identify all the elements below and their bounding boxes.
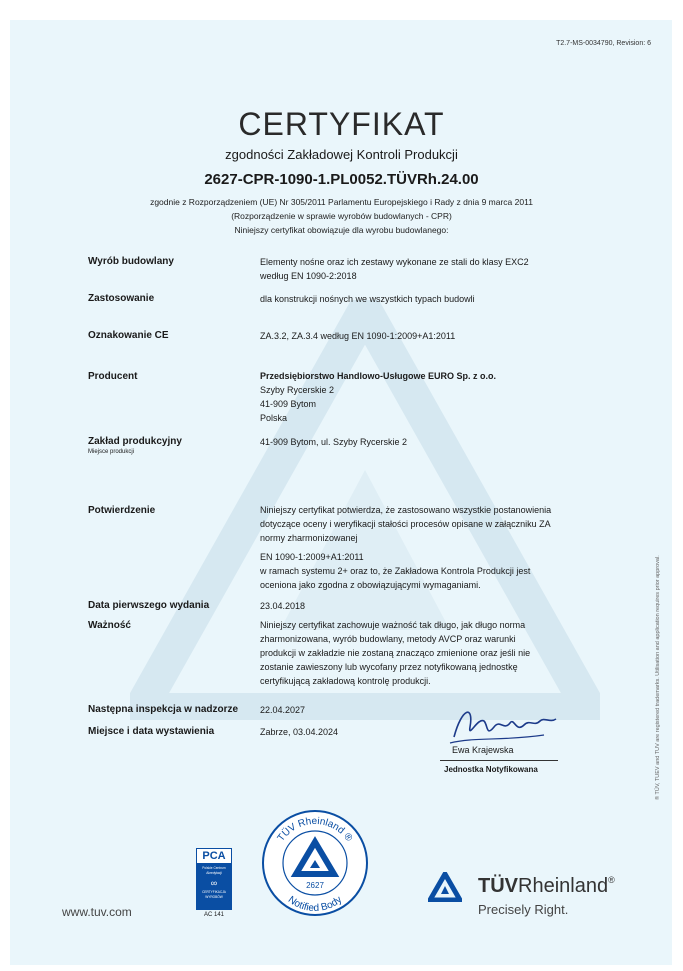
signature-line: [440, 760, 558, 761]
seal-number: 2627: [306, 881, 324, 890]
validity-line: Niniejszy certyfikat zachowuje ważność tak długo, jak długo norma: [260, 620, 526, 630]
value-confirmation: [260, 503, 618, 592]
confirmation-line: dotyczące oceny i weryfikacji stałości procesów opisane w załączniku ZA: [260, 519, 551, 529]
confirmation-line: Niniejszy certyfikat potwierdza, że zastosowano wszystkie postanowienia: [260, 505, 552, 515]
signatory-name: Ewa Krajewska: [452, 745, 514, 755]
value-use: dla konstrukcji nośnych we wszystkich typach budowli: [260, 294, 475, 304]
page-title: CERTYFIKAT: [238, 106, 445, 142]
value-ce-marking: ZA.3.2, ZA.3.4 według EN 1090-1:2009+A1:2011: [260, 331, 456, 341]
value-next-inspection: 22.04.2027: [260, 705, 306, 715]
label-validity: Ważność: [88, 620, 131, 631]
brand-slogan: Precisely Right.: [478, 902, 569, 917]
seal-bottom-text: Notified Body: [285, 894, 345, 915]
label-next-inspection: Następna inspekcja w nadzorze: [88, 704, 239, 715]
trademark-notice: ® TÜV, TUEV and TUV are registered trademarks. Utilisation and application requires prior approval.: [655, 555, 661, 800]
confirmation-line: w ramach systemu 2+ oraz to, że Zakładowa Kontrola Produkcji jest: [260, 566, 531, 576]
pca-text: WYROBÓW: [205, 895, 223, 899]
validity-line: zharmonizowana, wyrób budowlany, metody AVCP oraz warunki: [260, 634, 516, 644]
label-use: Zastosowanie: [88, 293, 155, 304]
pca-logo: PCA: [196, 848, 232, 864]
sublabel-plant: Miejsce produkcji: [88, 449, 135, 455]
pca-accreditation-badge: [196, 848, 232, 916]
confirmation-line: oceniona jako zgodna z obowiązującymi wymaganiami.: [260, 580, 481, 590]
producer-address-line: Szyby Rycerskie 2: [260, 385, 335, 395]
seal-top-text: TÜV Rheinland ®: [275, 815, 355, 844]
producer-name: Przedsiębiorstwo Handlowo-Usługowe EURO Sp. z o.o.: [260, 371, 497, 381]
label-place-date: Miejsce i data wystawienia: [88, 726, 215, 737]
confirmation-line: normy zharmonizowanej: [260, 533, 358, 543]
value-product: [260, 255, 618, 283]
producer-address-line: Polska: [260, 413, 288, 423]
website-link[interactable]: www.tuv.com: [62, 905, 132, 919]
regulation-line: Niniejszy certyfikat obowiązuje dla wyrobu budowlanego:: [234, 225, 449, 235]
value-first-issue: 23.04.2018: [260, 601, 306, 611]
confirmation-standard: EN 1090-1:2009+A1:2011: [260, 552, 364, 562]
value-line: według EN 1090-2:2018: [260, 271, 357, 281]
brand-bold: TÜV: [478, 875, 518, 897]
value-producer: [260, 369, 618, 425]
value-place-date: Zabrze, 03.04.2024: [260, 727, 339, 737]
notified-body-label: Jednostka Notyfikowana: [444, 765, 538, 774]
validity-line: produkcji w zakładzie nie zostaną znacząco zmienione oraz jeśli nie: [260, 648, 531, 658]
pca-text: Polskie Centrum: [202, 866, 226, 870]
label-confirmation: Potwierdzenie: [88, 505, 156, 516]
label-first-issue: Data pierwszego wydania: [88, 600, 210, 611]
tuv-brand-name: [478, 875, 615, 898]
tuv-triangle-logo-icon: [428, 872, 462, 902]
label-ce-marking: Oznakowanie CE: [88, 330, 169, 341]
pca-text: CERTYFIKACJA: [202, 890, 226, 894]
regulation-line: zgodnie z Rozporządzeniem (UE) Nr 305/2011 Parlamentu Europejskiego i Rady z dnia 9 marca 2011: [150, 197, 533, 207]
value-validity: [260, 618, 618, 688]
value-line: Elementy nośne oraz ich zestawy wykonane ze stali do klasy EXC2: [260, 257, 529, 267]
value-plant: 41-909 Bytom, ul. Szyby Rycerskie 2: [260, 437, 408, 447]
pca-text: Akredytacji: [206, 871, 222, 875]
pca-code: AC 141: [203, 912, 224, 918]
document-id: T2.7-MS-0034790, Revision: 6: [556, 40, 651, 47]
page-subtitle: zgodności Zakładowej Kontroli Produkcji: [225, 147, 458, 162]
label-product: Wyrób budowlany: [88, 256, 174, 267]
label-plant: Zakład produkcyjny: [88, 436, 182, 447]
validity-line: zostanie zawieszony lub wycofany przez notyfikowaną jednostkę: [260, 662, 518, 672]
regulation-line: (Rozporządzenie w sprawie wyrobów budowlanych - CPR): [231, 211, 452, 221]
validity-line: certyfikującą zakładową kontrolę produkcji.: [260, 676, 431, 686]
certificate-number: 2627-CPR-1090-1.PL0052.TÜVRh.24.00: [204, 171, 479, 188]
brand-registered: ®: [608, 875, 615, 885]
pca-rings-icon: ∞: [210, 878, 218, 888]
label-producer: Producent: [88, 371, 138, 382]
notified-body-seal: [260, 808, 370, 918]
producer-address-line: 41-909 Bytom: [260, 399, 317, 409]
brand-light: Rheinland: [518, 875, 609, 897]
